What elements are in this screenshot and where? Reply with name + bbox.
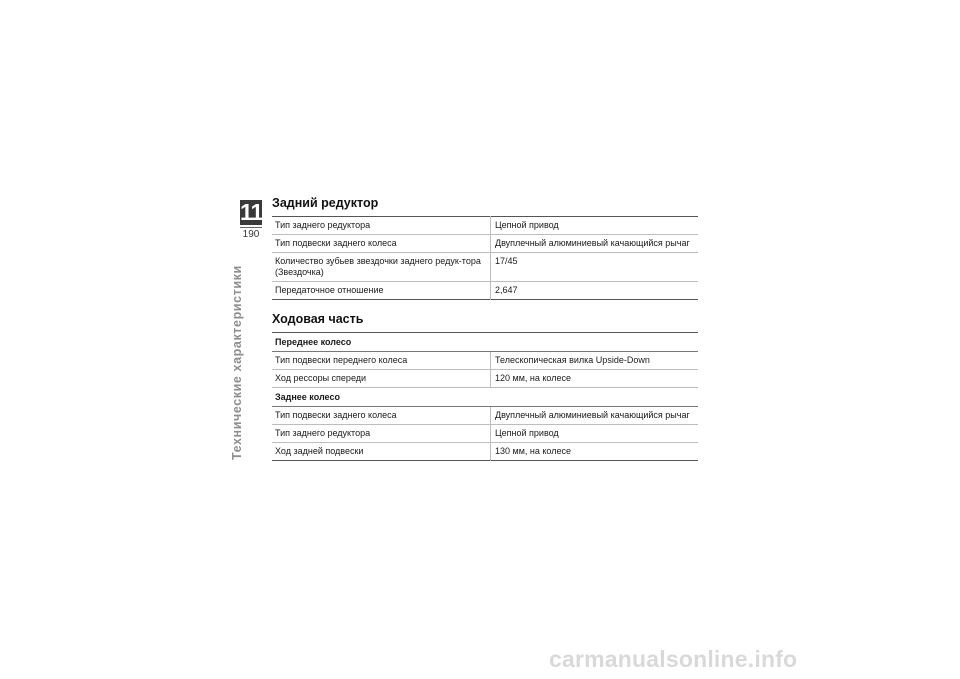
table-row (272, 282, 698, 300)
page-content (272, 196, 698, 461)
section-title-rear-drive: Задний редуктор (272, 196, 379, 210)
row-label: Тип подвески заднего колеса (272, 235, 491, 253)
row-value: 17/45 (491, 253, 699, 282)
table-row (272, 370, 698, 388)
row-value: 2,647 (495, 285, 518, 295)
row-value: Телескопическая вилка Upside-Down (491, 352, 699, 370)
row-label: Тип подвески переднего колеса (272, 352, 491, 370)
row-value: Цепной привод (491, 217, 699, 235)
table-row (272, 253, 698, 282)
rear-drive-table (272, 216, 698, 300)
table-row (272, 407, 698, 425)
chapter-tab (240, 200, 262, 240)
chapter-number: 11 (240, 199, 263, 225)
page-number: 190 (240, 227, 262, 240)
chassis-table (272, 332, 698, 461)
group-header-rear (272, 388, 698, 407)
group-label: Заднее колесо (272, 388, 698, 407)
row-value: 130 мм, на колесе (495, 446, 571, 456)
table-row (272, 443, 698, 461)
row-value: Цепной привод (491, 425, 699, 443)
row-label: Количество зубьев звездочки заднего редук-тора (Звездочка) (272, 253, 491, 282)
table-row (272, 235, 698, 253)
table-row (272, 217, 698, 235)
table-row (272, 425, 698, 443)
group-label: Переднее колесо (272, 333, 698, 352)
row-label: Ход задней подвески (272, 443, 491, 461)
row-label: Тип заднего редуктора (272, 217, 491, 235)
chapter-side-title: Технические характеристики (230, 265, 244, 460)
table-row (272, 352, 698, 370)
row-label: Тип заднего редуктора (272, 425, 491, 443)
row-value: 120 мм, на колесе (491, 370, 699, 388)
row-label: Передаточное отношение (272, 282, 491, 300)
group-header-front (272, 333, 698, 352)
row-label: Ход рессоры спереди (272, 370, 491, 388)
row-value: Двуплечный алюминиевый качающийся рычаг (491, 407, 699, 425)
row-label: Тип подвески заднего колеса (272, 407, 491, 425)
row-value: Двуплечный алюминиевый качающийся рычаг (491, 235, 699, 253)
site-watermark: carmanualsonline.info (549, 646, 798, 672)
section-title-chassis: Ходовая часть (272, 312, 364, 326)
